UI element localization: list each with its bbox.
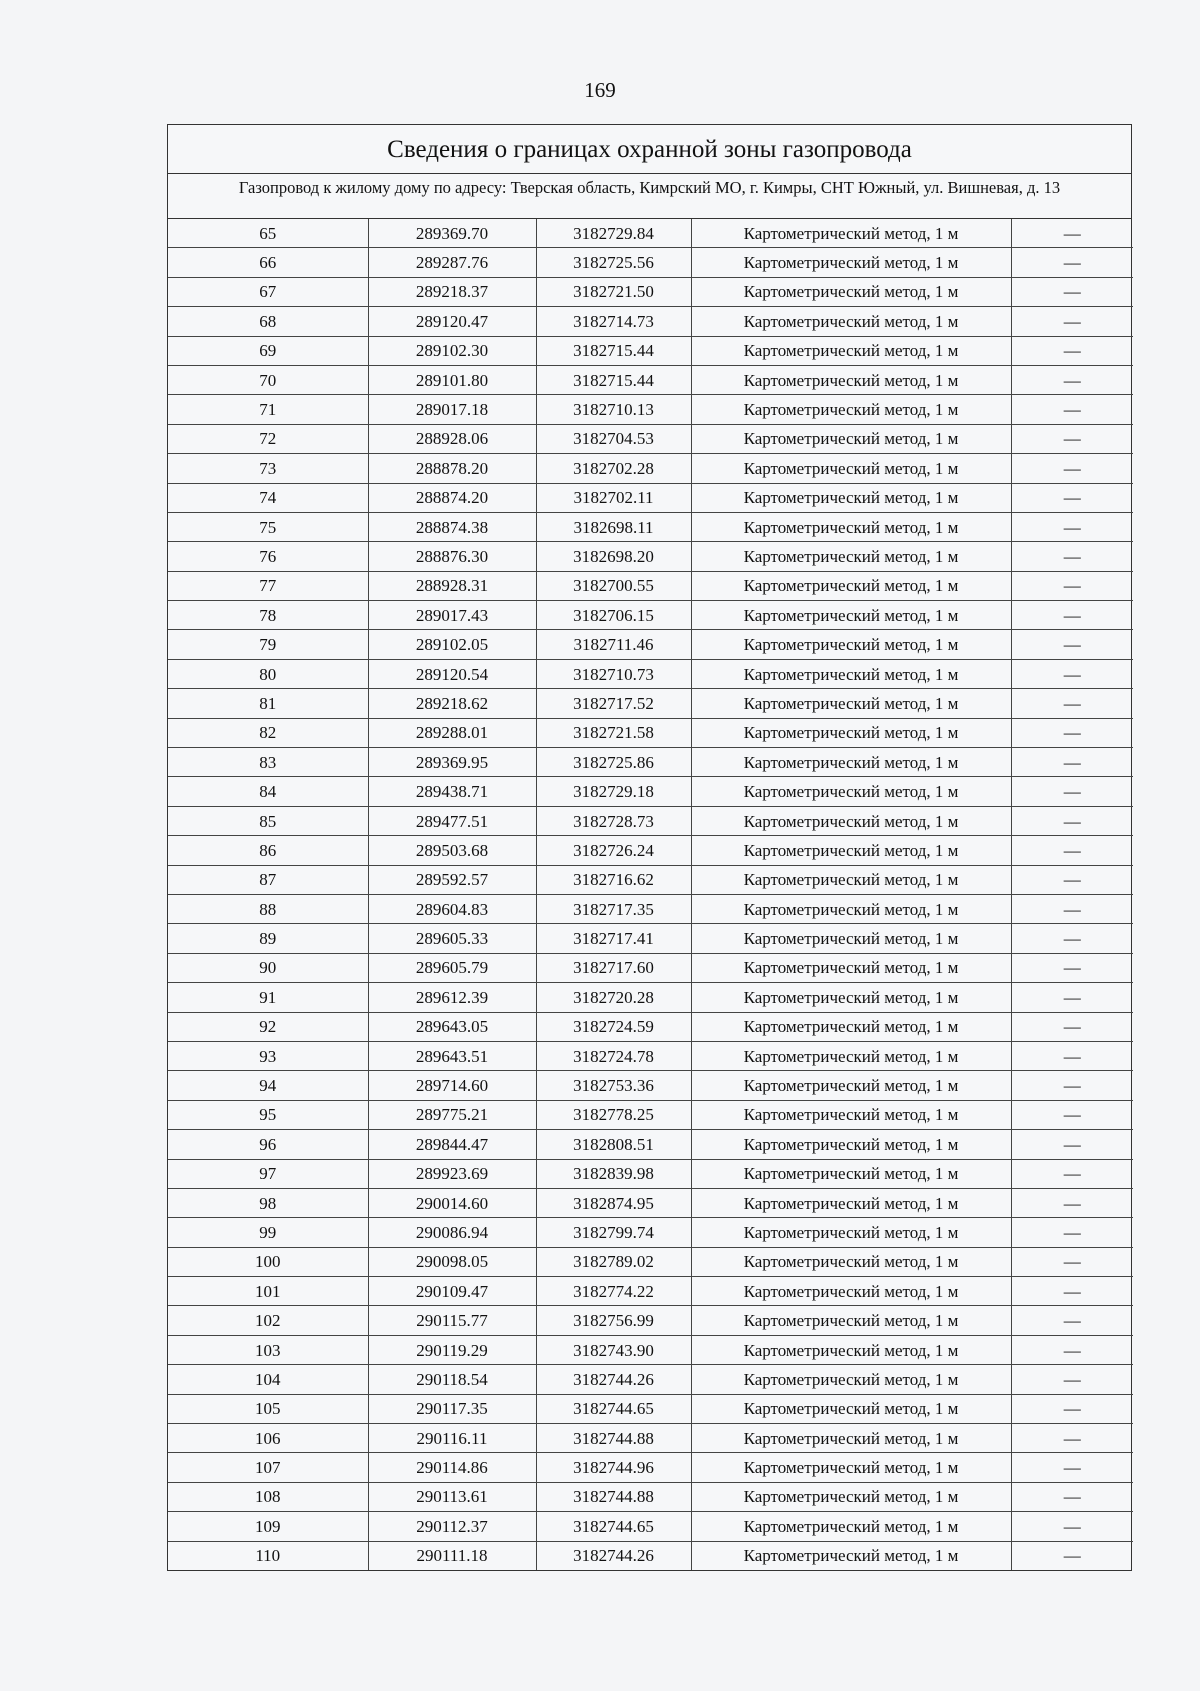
y-coordinate-cell: 3182717.60 (536, 953, 691, 982)
point-number-cell: 88 (168, 894, 368, 923)
point-number-cell: 74 (168, 483, 368, 512)
y-coordinate-cell: 3182725.56 (536, 248, 691, 277)
x-coordinate-cell: 290118.54 (368, 1365, 536, 1394)
extra-cell: — (1011, 395, 1133, 424)
y-coordinate-cell: 3182726.24 (536, 836, 691, 865)
y-coordinate-cell: 3182725.86 (536, 748, 691, 777)
point-number-cell: 95 (168, 1100, 368, 1129)
y-coordinate-cell: 3182717.41 (536, 924, 691, 953)
y-coordinate-cell: 3182774.22 (536, 1277, 691, 1306)
point-number-cell: 108 (168, 1482, 368, 1511)
y-coordinate-cell: 3182720.28 (536, 983, 691, 1012)
y-coordinate-cell: 3182728.73 (536, 806, 691, 835)
extra-cell: — (1011, 1277, 1133, 1306)
method-cell: Картометрический метод, 1 м (691, 1041, 1011, 1070)
coordinates-table (168, 219, 1133, 1570)
extra-cell: — (1011, 1365, 1133, 1394)
method-cell: Картометрический метод, 1 м (691, 1306, 1011, 1335)
point-number-cell: 75 (168, 512, 368, 541)
x-coordinate-cell: 289218.37 (368, 277, 536, 306)
method-cell: Картометрический метод, 1 м (691, 1071, 1011, 1100)
point-number-cell: 104 (168, 1365, 368, 1394)
point-number-cell: 103 (168, 1335, 368, 1364)
x-coordinate-cell: 288878.20 (368, 454, 536, 483)
y-coordinate-cell: 3182756.99 (536, 1306, 691, 1335)
extra-cell: — (1011, 659, 1133, 688)
x-coordinate-cell: 289775.21 (368, 1100, 536, 1129)
extra-cell: — (1011, 365, 1133, 394)
y-coordinate-cell: 3182724.78 (536, 1041, 691, 1070)
point-number-cell: 69 (168, 336, 368, 365)
extra-cell: — (1011, 1247, 1133, 1276)
table-row (168, 395, 1133, 424)
y-coordinate-cell: 3182698.20 (536, 542, 691, 571)
table-row (168, 777, 1133, 806)
point-number-cell: 94 (168, 1071, 368, 1100)
y-coordinate-cell: 3182710.13 (536, 395, 691, 424)
table-row (168, 1394, 1133, 1423)
extra-cell: — (1011, 1512, 1133, 1541)
extra-cell: — (1011, 689, 1133, 718)
method-cell: Картометрический метод, 1 м (691, 1159, 1011, 1188)
table-row (168, 512, 1133, 541)
point-number-cell: 71 (168, 395, 368, 424)
y-coordinate-cell: 3182700.55 (536, 571, 691, 600)
extra-cell: — (1011, 483, 1133, 512)
point-number-cell: 109 (168, 1512, 368, 1541)
method-cell: Картометрический метод, 1 м (691, 718, 1011, 747)
x-coordinate-cell: 289605.33 (368, 924, 536, 953)
table-row (168, 689, 1133, 718)
y-coordinate-cell: 3182743.90 (536, 1335, 691, 1364)
extra-cell: — (1011, 777, 1133, 806)
y-coordinate-cell: 3182744.65 (536, 1512, 691, 1541)
extra-cell: — (1011, 277, 1133, 306)
method-cell: Картометрический метод, 1 м (691, 1482, 1011, 1511)
method-cell: Картометрический метод, 1 м (691, 601, 1011, 630)
extra-cell: — (1011, 1394, 1133, 1423)
x-coordinate-cell: 289120.47 (368, 307, 536, 336)
x-coordinate-cell: 288928.06 (368, 424, 536, 453)
y-coordinate-cell: 3182716.62 (536, 865, 691, 894)
table-row (168, 1100, 1133, 1129)
extra-cell: — (1011, 865, 1133, 894)
method-cell: Картометрический метод, 1 м (691, 454, 1011, 483)
table-row (168, 953, 1133, 982)
point-number-cell: 82 (168, 718, 368, 747)
point-number-cell: 80 (168, 659, 368, 688)
method-cell: Картометрический метод, 1 м (691, 1012, 1011, 1041)
x-coordinate-cell: 289605.79 (368, 953, 536, 982)
point-number-cell: 65 (168, 219, 368, 248)
extra-cell: — (1011, 512, 1133, 541)
y-coordinate-cell: 3182744.26 (536, 1541, 691, 1570)
y-coordinate-cell: 3182715.44 (536, 336, 691, 365)
method-cell: Картометрический метод, 1 м (691, 894, 1011, 923)
method-cell: Картометрический метод, 1 м (691, 836, 1011, 865)
extra-cell: — (1011, 924, 1133, 953)
x-coordinate-cell: 290014.60 (368, 1188, 536, 1217)
method-cell: Картометрический метод, 1 м (691, 571, 1011, 600)
table-row (168, 1424, 1133, 1453)
x-coordinate-cell: 289923.69 (368, 1159, 536, 1188)
point-number-cell: 89 (168, 924, 368, 953)
y-coordinate-cell: 3182702.11 (536, 483, 691, 512)
table-row (168, 865, 1133, 894)
point-number-cell: 73 (168, 454, 368, 483)
x-coordinate-cell: 288928.31 (368, 571, 536, 600)
method-cell: Картометрический метод, 1 м (691, 1130, 1011, 1159)
method-cell: Картометрический метод, 1 м (691, 1247, 1011, 1276)
point-number-cell: 106 (168, 1424, 368, 1453)
table-row (168, 1218, 1133, 1247)
y-coordinate-cell: 3182698.11 (536, 512, 691, 541)
point-number-cell: 87 (168, 865, 368, 894)
table-row (168, 365, 1133, 394)
method-cell: Картометрический метод, 1 м (691, 659, 1011, 688)
table-subtitle: Газопровод к жилому дому по адресу: Тверская область, Кимрский МО, г. Кимры, СНТ Южный, ул. Вишневая, д. 13 (168, 174, 1131, 219)
method-cell: Картометрический метод, 1 м (691, 1541, 1011, 1570)
point-number-cell: 86 (168, 836, 368, 865)
table-row (168, 1277, 1133, 1306)
method-cell: Картометрический метод, 1 м (691, 1100, 1011, 1129)
y-coordinate-cell: 3182710.73 (536, 659, 691, 688)
y-coordinate-cell: 3182789.02 (536, 1247, 691, 1276)
extra-cell: — (1011, 894, 1133, 923)
method-cell: Картометрический метод, 1 м (691, 395, 1011, 424)
method-cell: Картометрический метод, 1 м (691, 424, 1011, 453)
table-row (168, 336, 1133, 365)
x-coordinate-cell: 290086.94 (368, 1218, 536, 1247)
table-row (168, 659, 1133, 688)
method-cell: Картометрический метод, 1 м (691, 983, 1011, 1012)
y-coordinate-cell: 3182808.51 (536, 1130, 691, 1159)
table-title: Сведения о границах охранной зоны газопровода (168, 125, 1131, 174)
extra-cell: — (1011, 836, 1133, 865)
table-row (168, 277, 1133, 306)
extra-cell: — (1011, 542, 1133, 571)
x-coordinate-cell: 290111.18 (368, 1541, 536, 1570)
y-coordinate-cell: 3182744.88 (536, 1424, 691, 1453)
x-coordinate-cell: 289714.60 (368, 1071, 536, 1100)
x-coordinate-cell: 289604.83 (368, 894, 536, 923)
table-row (168, 924, 1133, 953)
x-coordinate-cell: 290117.35 (368, 1394, 536, 1423)
x-coordinate-cell: 289369.70 (368, 219, 536, 248)
y-coordinate-cell: 3182717.35 (536, 894, 691, 923)
x-coordinate-cell: 289503.68 (368, 836, 536, 865)
table-row (168, 571, 1133, 600)
method-cell: Картометрический метод, 1 м (691, 1365, 1011, 1394)
x-coordinate-cell: 288874.38 (368, 512, 536, 541)
extra-cell: — (1011, 1188, 1133, 1217)
x-coordinate-cell: 289643.05 (368, 1012, 536, 1041)
extra-cell: — (1011, 1306, 1133, 1335)
extra-cell: — (1011, 601, 1133, 630)
extra-cell: — (1011, 424, 1133, 453)
point-number-cell: 110 (168, 1541, 368, 1570)
table-row (168, 1335, 1133, 1364)
extra-cell: — (1011, 307, 1133, 336)
point-number-cell: 76 (168, 542, 368, 571)
x-coordinate-cell: 289477.51 (368, 806, 536, 835)
method-cell: Картометрический метод, 1 м (691, 806, 1011, 835)
method-cell: Картометрический метод, 1 м (691, 1218, 1011, 1247)
table-row (168, 601, 1133, 630)
table-row (168, 483, 1133, 512)
method-cell: Картометрический метод, 1 м (691, 512, 1011, 541)
x-coordinate-cell: 290116.11 (368, 1424, 536, 1453)
extra-cell: — (1011, 248, 1133, 277)
extra-cell: — (1011, 953, 1133, 982)
table-row (168, 806, 1133, 835)
x-coordinate-cell: 288876.30 (368, 542, 536, 571)
y-coordinate-cell: 3182702.28 (536, 454, 691, 483)
point-number-cell: 72 (168, 424, 368, 453)
point-number-cell: 83 (168, 748, 368, 777)
extra-cell: — (1011, 1218, 1133, 1247)
x-coordinate-cell: 290098.05 (368, 1247, 536, 1276)
x-coordinate-cell: 289287.76 (368, 248, 536, 277)
point-number-cell: 68 (168, 307, 368, 336)
point-number-cell: 77 (168, 571, 368, 600)
y-coordinate-cell: 3182721.50 (536, 277, 691, 306)
x-coordinate-cell: 290114.86 (368, 1453, 536, 1482)
table-row (168, 219, 1133, 248)
extra-cell: — (1011, 1130, 1133, 1159)
table-row (168, 1306, 1133, 1335)
method-cell: Картометрический метод, 1 м (691, 865, 1011, 894)
y-coordinate-cell: 3182724.59 (536, 1012, 691, 1041)
x-coordinate-cell: 289017.18 (368, 395, 536, 424)
method-cell: Картометрический метод, 1 м (691, 689, 1011, 718)
method-cell: Картометрический метод, 1 м (691, 1335, 1011, 1364)
y-coordinate-cell: 3182753.36 (536, 1071, 691, 1100)
method-cell: Картометрический метод, 1 м (691, 248, 1011, 277)
y-coordinate-cell: 3182799.74 (536, 1218, 691, 1247)
x-coordinate-cell: 290109.47 (368, 1277, 536, 1306)
table-row (168, 836, 1133, 865)
y-coordinate-cell: 3182744.65 (536, 1394, 691, 1423)
x-coordinate-cell: 289017.43 (368, 601, 536, 630)
x-coordinate-cell: 289101.80 (368, 365, 536, 394)
table-row (168, 248, 1133, 277)
extra-cell: — (1011, 1482, 1133, 1511)
table-row (168, 307, 1133, 336)
extra-cell: — (1011, 1453, 1133, 1482)
method-cell: Картометрический метод, 1 м (691, 924, 1011, 953)
table-row (168, 424, 1133, 453)
point-number-cell: 99 (168, 1218, 368, 1247)
extra-cell: — (1011, 806, 1133, 835)
y-coordinate-cell: 3182715.44 (536, 365, 691, 394)
x-coordinate-cell: 289438.71 (368, 777, 536, 806)
y-coordinate-cell: 3182729.84 (536, 219, 691, 248)
point-number-cell: 84 (168, 777, 368, 806)
x-coordinate-cell: 289643.51 (368, 1041, 536, 1070)
point-number-cell: 93 (168, 1041, 368, 1070)
method-cell: Картометрический метод, 1 м (691, 336, 1011, 365)
table-row (168, 748, 1133, 777)
boundary-table-block (167, 124, 1132, 1571)
x-coordinate-cell: 290115.77 (368, 1306, 536, 1335)
table-row (168, 1541, 1133, 1570)
table-row (168, 1453, 1133, 1482)
y-coordinate-cell: 3182744.96 (536, 1453, 691, 1482)
method-cell: Картометрический метод, 1 м (691, 1277, 1011, 1306)
table-row (168, 1012, 1133, 1041)
point-number-cell: 102 (168, 1306, 368, 1335)
method-cell: Картометрический метод, 1 м (691, 1453, 1011, 1482)
x-coordinate-cell: 288874.20 (368, 483, 536, 512)
point-number-cell: 78 (168, 601, 368, 630)
x-coordinate-cell: 289844.47 (368, 1130, 536, 1159)
y-coordinate-cell: 3182744.26 (536, 1365, 691, 1394)
y-coordinate-cell: 3182706.15 (536, 601, 691, 630)
extra-cell: — (1011, 219, 1133, 248)
x-coordinate-cell: 289612.39 (368, 983, 536, 1012)
method-cell: Картометрический метод, 1 м (691, 542, 1011, 571)
point-number-cell: 105 (168, 1394, 368, 1423)
extra-cell: — (1011, 336, 1133, 365)
point-number-cell: 66 (168, 248, 368, 277)
extra-cell: — (1011, 983, 1133, 1012)
x-coordinate-cell: 289592.57 (368, 865, 536, 894)
extra-cell: — (1011, 571, 1133, 600)
method-cell: Картометрический метод, 1 м (691, 1424, 1011, 1453)
x-coordinate-cell: 290112.37 (368, 1512, 536, 1541)
point-number-cell: 79 (168, 630, 368, 659)
point-number-cell: 101 (168, 1277, 368, 1306)
extra-cell: — (1011, 630, 1133, 659)
table-row (168, 454, 1133, 483)
table-row (168, 1041, 1133, 1070)
extra-cell: — (1011, 1541, 1133, 1570)
method-cell: Картометрический метод, 1 м (691, 1188, 1011, 1217)
y-coordinate-cell: 3182729.18 (536, 777, 691, 806)
y-coordinate-cell: 3182704.53 (536, 424, 691, 453)
method-cell: Картометрический метод, 1 м (691, 1512, 1011, 1541)
extra-cell: — (1011, 1424, 1133, 1453)
table-row (168, 718, 1133, 747)
method-cell: Картометрический метод, 1 м (691, 777, 1011, 806)
method-cell: Картометрический метод, 1 м (691, 748, 1011, 777)
x-coordinate-cell: 289120.54 (368, 659, 536, 688)
y-coordinate-cell: 3182839.98 (536, 1159, 691, 1188)
point-number-cell: 91 (168, 983, 368, 1012)
y-coordinate-cell: 3182778.25 (536, 1100, 691, 1129)
table-row (168, 1130, 1133, 1159)
x-coordinate-cell: 289102.30 (368, 336, 536, 365)
point-number-cell: 81 (168, 689, 368, 718)
method-cell: Картометрический метод, 1 м (691, 365, 1011, 394)
point-number-cell: 85 (168, 806, 368, 835)
x-coordinate-cell: 289218.62 (368, 689, 536, 718)
table-row (168, 630, 1133, 659)
point-number-cell: 90 (168, 953, 368, 982)
y-coordinate-cell: 3182717.52 (536, 689, 691, 718)
table-row (168, 1247, 1133, 1276)
extra-cell: — (1011, 1159, 1133, 1188)
extra-cell: — (1011, 1012, 1133, 1041)
table-row (168, 983, 1133, 1012)
method-cell: Картометрический метод, 1 м (691, 953, 1011, 982)
extra-cell: — (1011, 454, 1133, 483)
method-cell: Картометрический метод, 1 м (691, 1394, 1011, 1423)
point-number-cell: 97 (168, 1159, 368, 1188)
point-number-cell: 107 (168, 1453, 368, 1482)
point-number-cell: 100 (168, 1247, 368, 1276)
point-number-cell: 70 (168, 365, 368, 394)
extra-cell: — (1011, 1071, 1133, 1100)
extra-cell: — (1011, 1100, 1133, 1129)
method-cell: Картометрический метод, 1 м (691, 307, 1011, 336)
method-cell: Картометрический метод, 1 м (691, 219, 1011, 248)
y-coordinate-cell: 3182744.88 (536, 1482, 691, 1511)
table-row (168, 1512, 1133, 1541)
extra-cell: — (1011, 748, 1133, 777)
point-number-cell: 92 (168, 1012, 368, 1041)
table-row (168, 894, 1133, 923)
x-coordinate-cell: 290119.29 (368, 1335, 536, 1364)
extra-cell: — (1011, 718, 1133, 747)
method-cell: Картометрический метод, 1 м (691, 630, 1011, 659)
table-row (168, 542, 1133, 571)
x-coordinate-cell: 289288.01 (368, 718, 536, 747)
method-cell: Картометрический метод, 1 м (691, 483, 1011, 512)
x-coordinate-cell: 290113.61 (368, 1482, 536, 1511)
table-row (168, 1159, 1133, 1188)
point-number-cell: 67 (168, 277, 368, 306)
point-number-cell: 96 (168, 1130, 368, 1159)
extra-cell: — (1011, 1335, 1133, 1364)
y-coordinate-cell: 3182711.46 (536, 630, 691, 659)
method-cell: Картометрический метод, 1 м (691, 277, 1011, 306)
y-coordinate-cell: 3182721.58 (536, 718, 691, 747)
table-row (168, 1482, 1133, 1511)
y-coordinate-cell: 3182874.95 (536, 1188, 691, 1217)
page-number: 169 (584, 78, 616, 102)
table-row (168, 1188, 1133, 1217)
x-coordinate-cell: 289102.05 (368, 630, 536, 659)
extra-cell: — (1011, 1041, 1133, 1070)
table-row (168, 1071, 1133, 1100)
x-coordinate-cell: 289369.95 (368, 748, 536, 777)
point-number-cell: 98 (168, 1188, 368, 1217)
table-row (168, 1365, 1133, 1394)
y-coordinate-cell: 3182714.73 (536, 307, 691, 336)
